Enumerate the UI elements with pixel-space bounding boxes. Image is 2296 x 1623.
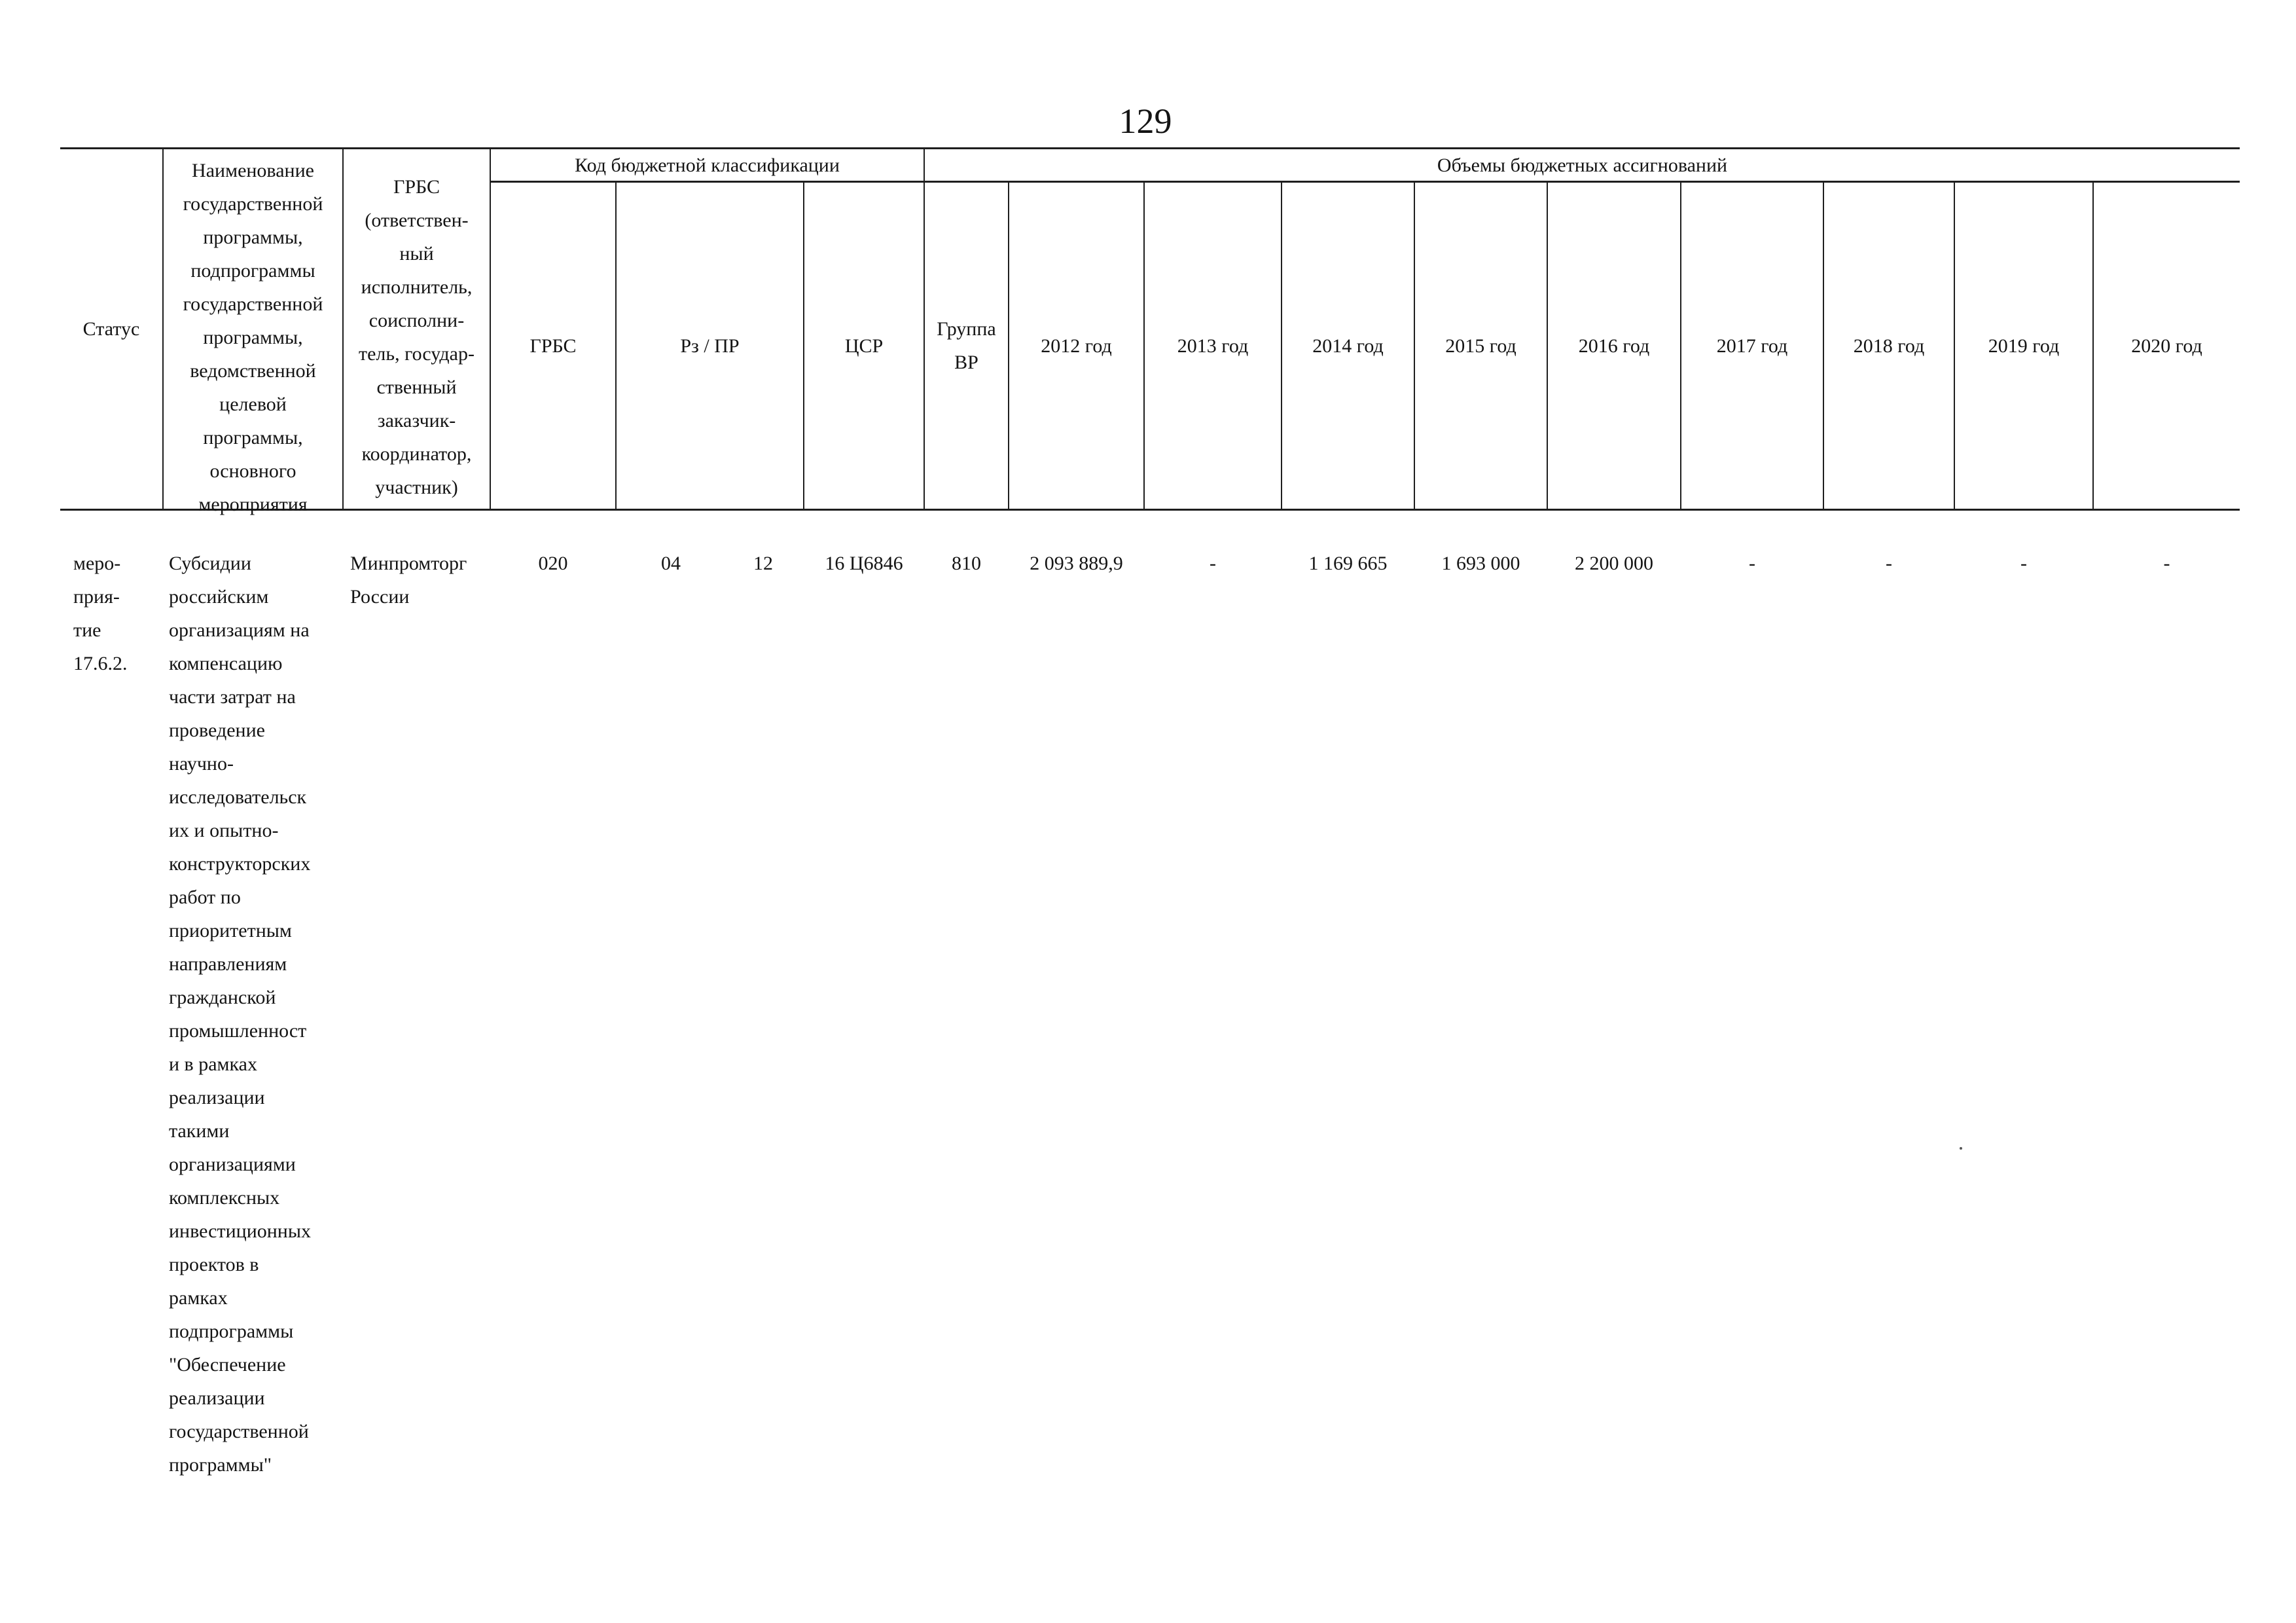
row-executor-line: Минпромторг: [350, 553, 467, 574]
row-name-line: приоритетным: [169, 920, 292, 941]
year-label: 2015 год: [1445, 335, 1516, 357]
row-name-line: подпрограммы: [169, 1321, 294, 1342]
row-value-2020: -: [2163, 553, 2170, 574]
row-name-line: российским: [169, 586, 269, 608]
header-year-2016: [1548, 183, 1680, 509]
header-executor-line: тель, государ-: [359, 343, 475, 365]
row-name-line: такими: [169, 1120, 230, 1142]
header-program-name: [164, 154, 342, 521]
row-name-line: Субсидии: [169, 553, 251, 574]
row-value-2013: -: [1210, 553, 1216, 574]
year-label: 2020 год: [2131, 335, 2202, 357]
header-executor-line: (ответствен-: [365, 210, 469, 231]
row-executor-line: России: [350, 586, 410, 608]
row-name-line: "Обеспечение: [169, 1354, 286, 1376]
row-csr: 16 Ц6846: [825, 553, 903, 574]
page-number: 129: [1119, 101, 1172, 141]
year-label: 2018 год: [1853, 335, 1925, 357]
year-label: 2017 год: [1716, 335, 1788, 357]
row-name-line: проведение: [169, 720, 265, 741]
row-name-line: проектов в: [169, 1254, 259, 1275]
row-name-line: государственной: [169, 1421, 309, 1442]
year-label: 2012 год: [1041, 335, 1112, 357]
row-value-2012: 2 093 889,9: [1030, 553, 1123, 574]
header-rz-pr: [617, 183, 803, 509]
header-year-2019: [1955, 183, 2092, 509]
row-rz: 04: [661, 553, 681, 574]
row-pr: 12: [753, 553, 773, 574]
row-name-line: промышленност: [169, 1020, 307, 1042]
row-name-line: работ по: [169, 886, 241, 908]
header-name-line: мероприятия: [198, 494, 308, 515]
row-value-2016: 2 200 000: [1575, 553, 1653, 574]
row-executor: [350, 547, 488, 613]
row-status-line: прия-: [73, 586, 120, 608]
header-name-line: программы,: [203, 427, 303, 448]
header-grbs: [491, 183, 615, 509]
header-name-line: подпрограммы: [190, 260, 315, 282]
header-status: [60, 149, 162, 509]
header-name-line: Наименование: [192, 160, 314, 181]
header-executor-line: ственный: [376, 376, 457, 398]
row-status-line: меро-: [73, 553, 121, 574]
budget-volume-group-label: Объемы бюджетных ассигнований: [1437, 154, 1728, 176]
header-csr-label: ЦСР: [844, 335, 884, 357]
header-name-line: программы,: [203, 227, 303, 248]
budget-code-group-label: Код бюджетной классификации: [575, 154, 840, 176]
row-name-line: их и опытно-: [169, 820, 279, 841]
row-status: [73, 547, 158, 680]
header-budget-volume-group: [925, 149, 2240, 181]
header-executor-line: ГРБС: [393, 176, 440, 198]
scan-speck: [1960, 1147, 1962, 1150]
year-label: 2014 год: [1312, 335, 1384, 357]
row-value-2018: -: [1886, 553, 1892, 574]
row-vr: 810: [952, 553, 981, 574]
header-name-line: основного: [209, 460, 296, 482]
row-name-line: направлениям: [169, 953, 287, 975]
header-name-line: целевой: [219, 393, 287, 415]
header-name-line: государственной: [183, 193, 323, 215]
header-grbs-label: ГРБС: [529, 335, 577, 357]
header-year-2018: [1824, 183, 1954, 509]
header-year-2020: [2094, 183, 2240, 509]
row-value-2014: 1 169 665: [1308, 553, 1388, 574]
row-name-line: рамках: [169, 1287, 228, 1309]
row-name-line: инвестиционных: [169, 1220, 312, 1242]
row-name-line: исследовательск: [169, 786, 307, 808]
row-name-line: реализации: [169, 1387, 265, 1409]
row-program-name: [169, 547, 342, 1482]
header-year-2012: [1009, 183, 1143, 509]
header-name-line: ведомственной: [190, 360, 316, 382]
row-grbs: 020: [538, 553, 568, 574]
row-status-line: тие: [73, 619, 101, 641]
row-name-line: компенсацию: [169, 653, 283, 674]
header-group-vr-line: Группа: [937, 318, 996, 340]
header-year-2013: [1145, 183, 1281, 509]
year-label: 2013 год: [1177, 335, 1249, 357]
header-status-label: Статус: [82, 318, 140, 340]
row-name-line: научно-: [169, 753, 234, 775]
header-rz-pr-label: Рз / ПР: [680, 335, 740, 357]
header-name-line: программы,: [203, 327, 303, 348]
row-name-line: части затрат на: [169, 686, 296, 708]
header-group-vr-line: ВР: [954, 352, 978, 373]
header-executor-line: заказчик-: [377, 410, 456, 431]
header-executor-line: ный: [399, 243, 434, 264]
row-name-line: программы": [169, 1454, 272, 1476]
row-name-line: реализации: [169, 1087, 265, 1108]
row-name-line: конструкторских: [169, 853, 311, 875]
header-executor-line: координатор,: [361, 443, 472, 465]
header-executor-line: участник): [375, 477, 458, 498]
row-name-line: комплексных: [169, 1187, 280, 1209]
row-value-2017: -: [1749, 553, 1755, 574]
header-grbs-executor: [344, 170, 490, 504]
year-label: 2016 год: [1578, 335, 1650, 357]
row-status-line: 17.6.2.: [73, 653, 128, 674]
row-value-2019: -: [2020, 553, 2027, 574]
header-group-vr: [925, 183, 1008, 509]
header-year-2017: [1681, 183, 1823, 509]
header-name-line: государственной: [183, 293, 323, 315]
header-bottom-border: [60, 509, 2240, 511]
year-label: 2019 год: [1988, 335, 2060, 357]
header-csr: [804, 183, 924, 509]
header-year-2015: [1415, 183, 1547, 509]
row-name-line: организациям на: [169, 619, 310, 641]
header-executor-line: соисполни-: [368, 310, 465, 331]
header-year-2014: [1282, 183, 1414, 509]
row-name-line: организациями: [169, 1154, 296, 1175]
row-name-line: и в рамках: [169, 1053, 257, 1075]
header-executor-line: исполнитель,: [361, 276, 473, 298]
row-name-line: гражданской: [169, 987, 276, 1008]
row-value-2015: 1 693 000: [1441, 553, 1520, 574]
header-budget-code-group: [491, 149, 924, 181]
